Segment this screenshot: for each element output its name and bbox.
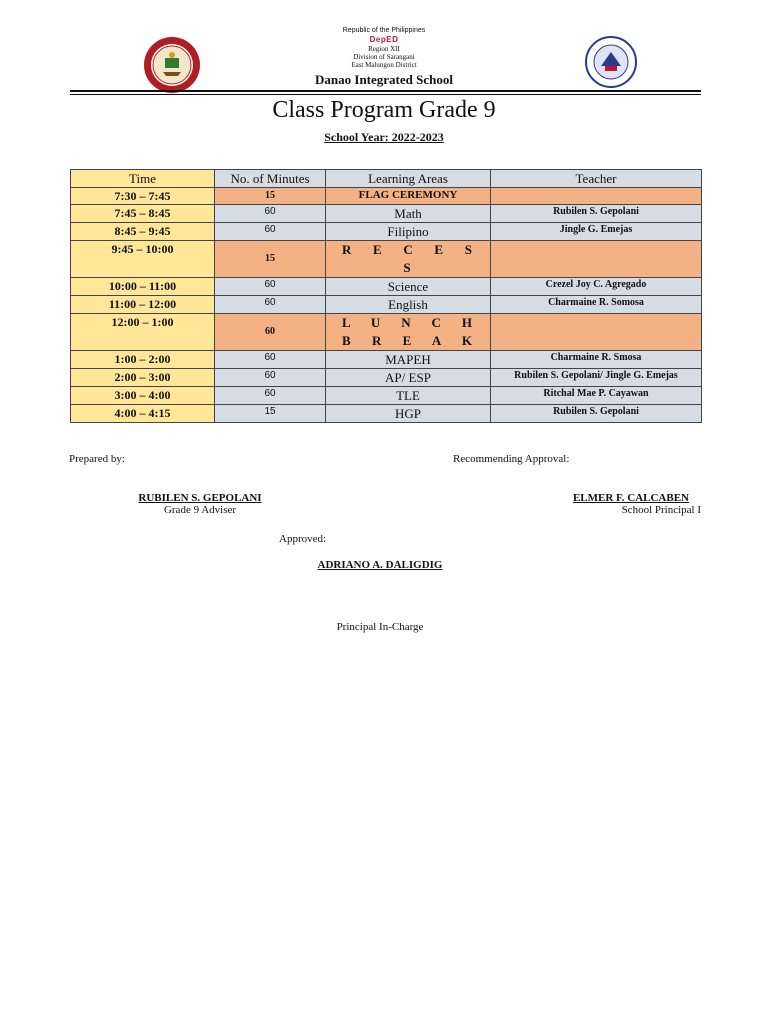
area-cell bbox=[326, 314, 491, 351]
prepared-by-role: Grade 9 Adviser bbox=[163, 504, 237, 516]
minutes-cell: 60 bbox=[215, 387, 326, 405]
time-cell: 2:00 – 3:00 bbox=[71, 369, 215, 387]
table-row bbox=[71, 205, 702, 223]
teacher-cell: Jingle G. Emejas bbox=[491, 223, 702, 241]
school-name: Danao Integrated School bbox=[315, 72, 453, 87]
minutes-cell: 60 bbox=[215, 296, 326, 314]
time-cell: 9:45 – 10:00 bbox=[71, 241, 215, 278]
table-row bbox=[71, 369, 702, 387]
minutes-cell: 15 bbox=[215, 188, 326, 205]
division-label: Division of Sarangani bbox=[353, 53, 415, 61]
time-cell: 1:00 – 2:00 bbox=[71, 351, 215, 369]
area-cell: Science bbox=[326, 278, 491, 296]
lunch-label-line2: B R E A K bbox=[342, 333, 474, 348]
table-row bbox=[71, 296, 702, 314]
teacher-cell: Ritchal Mae P. Cayawan bbox=[491, 387, 702, 405]
recommending-name: ELMER F. CALCABEN bbox=[572, 492, 689, 504]
table-row bbox=[71, 405, 702, 423]
time-cell: 8:45 – 9:45 bbox=[71, 223, 215, 241]
teacher-cell: Rubilen S. Gepolani bbox=[491, 405, 702, 423]
region-label: Region XII bbox=[368, 45, 400, 53]
class-program-table bbox=[70, 169, 702, 423]
header-teacher: Teacher bbox=[491, 170, 702, 188]
minutes-cell: 60 bbox=[215, 351, 326, 369]
time-cell: 4:00 – 4:15 bbox=[71, 405, 215, 423]
minutes-cell: 60 bbox=[215, 223, 326, 241]
header-divider-thin bbox=[70, 94, 701, 95]
teacher-cell: Charmaine R. Somosa bbox=[491, 296, 702, 314]
time-cell: 12:00 – 1:00 bbox=[71, 314, 215, 351]
time-cell: 7:30 – 7:45 bbox=[71, 188, 215, 205]
recommending-approval-label: Recommending Approval: bbox=[453, 453, 570, 465]
teacher-cell bbox=[491, 241, 702, 278]
header-divider bbox=[70, 90, 701, 92]
prepared-by-block bbox=[100, 492, 300, 516]
area-cell: TLE bbox=[326, 387, 491, 405]
prepared-by-name: RUBILEN S. GEPOLANI bbox=[138, 492, 262, 504]
teacher-cell: Crezel Joy C. Agregado bbox=[491, 278, 702, 296]
teacher-cell: Charmaine R. Smosa bbox=[491, 351, 702, 369]
area-cell: Math bbox=[326, 205, 491, 223]
page-title: Class Program Grade 9 bbox=[272, 97, 496, 123]
approved-name: ADRIANO A. DALIGDIG bbox=[317, 559, 443, 571]
table-header-row bbox=[71, 170, 702, 188]
header-time: Time bbox=[71, 170, 215, 188]
deped-logo-text: DepED bbox=[369, 35, 399, 44]
teacher-cell bbox=[491, 314, 702, 351]
recess-label-line2: S bbox=[403, 260, 413, 275]
approved-label: Approved: bbox=[279, 533, 327, 545]
minutes-cell: 60 bbox=[215, 205, 326, 223]
time-cell: 7:45 – 8:45 bbox=[71, 205, 215, 223]
time-cell: 11:00 – 12:00 bbox=[71, 296, 215, 314]
area-cell: Filipino bbox=[326, 223, 491, 241]
teacher-cell: Rubilen S. Gepolani bbox=[491, 205, 702, 223]
district-label: East Malungon District bbox=[351, 61, 417, 69]
minutes-cell: 60 bbox=[215, 314, 326, 351]
header-learning-areas: Learning Areas bbox=[326, 170, 491, 188]
approved-role: Principal In-Charge bbox=[336, 621, 424, 633]
recommending-block bbox=[501, 492, 701, 516]
time-cell: 10:00 – 11:00 bbox=[71, 278, 215, 296]
minutes-cell: 60 bbox=[215, 278, 326, 296]
teacher-cell: Rubilen S. Gepolani/ Jingle G. Emejas bbox=[491, 369, 702, 387]
minutes-cell: 15 bbox=[215, 241, 326, 278]
area-cell bbox=[326, 241, 491, 278]
recess-label-line1: R E C E S bbox=[342, 242, 474, 257]
table-row bbox=[71, 278, 702, 296]
area-cell: HGP bbox=[326, 405, 491, 423]
area-cell: AP/ ESP bbox=[326, 369, 491, 387]
table-row bbox=[71, 387, 702, 405]
lunch-label-line1: L U N C H bbox=[342, 315, 474, 330]
school-year: School Year: 2022-2023 bbox=[324, 130, 444, 144]
prepared-by-label: Prepared by: bbox=[69, 453, 125, 465]
table-row bbox=[71, 314, 702, 351]
minutes-cell: 60 bbox=[215, 369, 326, 387]
area-cell: MAPEH bbox=[326, 351, 491, 369]
republic-label: Republic of the Philippines bbox=[342, 27, 426, 34]
table-row bbox=[71, 223, 702, 241]
time-cell: 3:00 – 4:00 bbox=[71, 387, 215, 405]
recommending-role: School Principal I bbox=[621, 504, 701, 516]
minutes-cell: 15 bbox=[215, 405, 326, 423]
table-row bbox=[71, 241, 702, 278]
area-cell: English bbox=[326, 296, 491, 314]
header-minutes: No. of Minutes bbox=[215, 170, 326, 188]
area-cell: FLAG CEREMONY bbox=[326, 188, 491, 205]
teacher-cell bbox=[491, 188, 702, 205]
table-row bbox=[71, 188, 702, 205]
table-row bbox=[71, 351, 702, 369]
